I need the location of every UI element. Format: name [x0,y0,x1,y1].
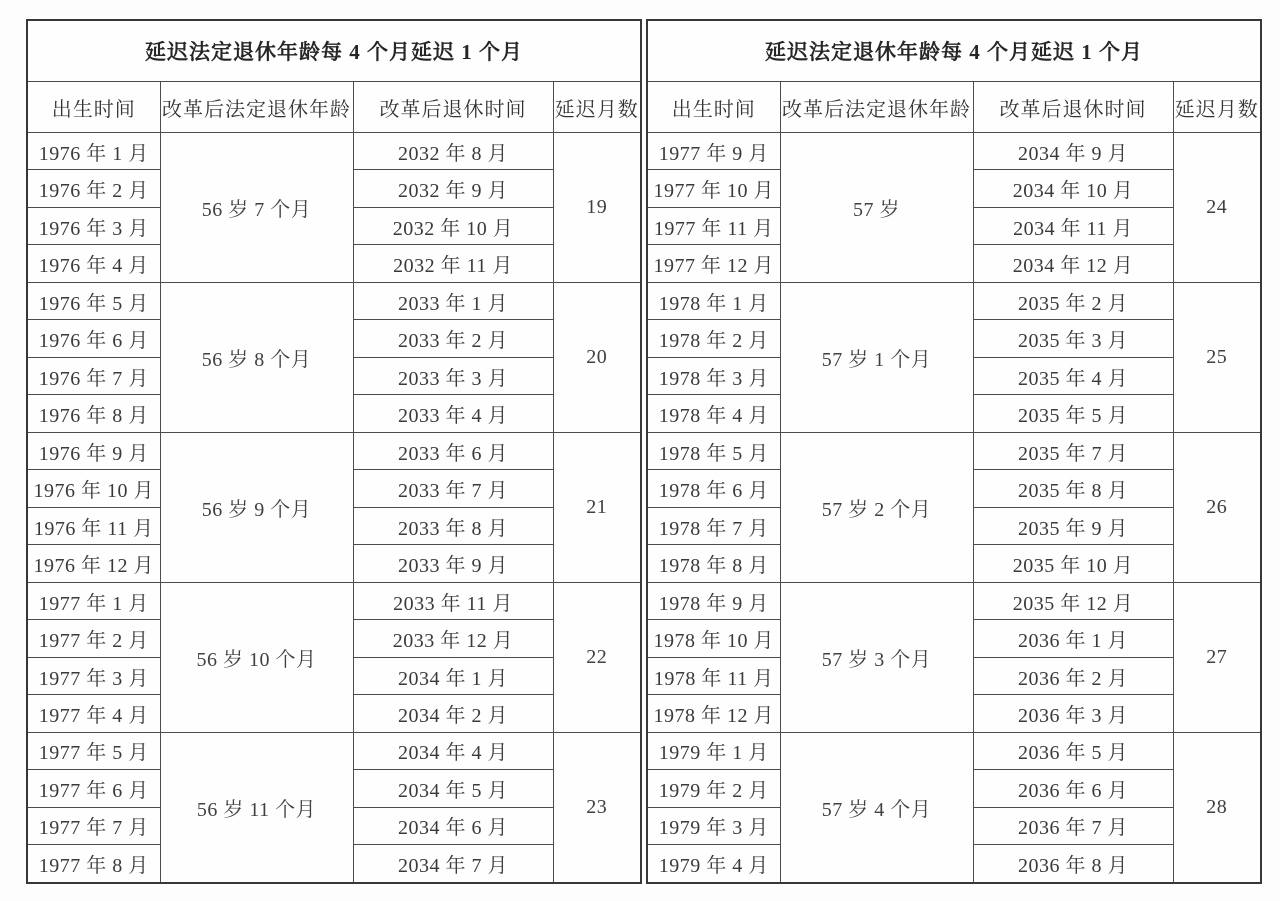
retirement-time-cell: 2034 年 12 月 [973,245,1173,282]
retirement-age-cell: 56 岁 11 个月 [160,732,353,883]
birth-month-cell: 1978 年 4 月 [647,395,780,432]
table-row [647,582,1261,619]
birth-month-cell: 1978 年 12 月 [647,695,780,732]
retirement-age-cell: 57 岁 [780,133,973,283]
birth-month-cell: 1978 年 1 月 [647,282,780,319]
birth-month-cell: 1976 年 4 月 [27,245,160,282]
delay-months-cell: 27 [1173,582,1261,732]
birth-month-cell: 1977 年 10 月 [647,170,780,207]
delay-months-cell: 25 [1173,282,1261,432]
table-row [27,133,641,170]
birth-month-cell: 1976 年 11 月 [27,507,160,544]
retirement-time-cell: 2033 年 8 月 [353,507,553,544]
birth-month-cell: 1977 年 7 月 [27,807,160,844]
retirement-time-cell: 2036 年 3 月 [973,695,1173,732]
retirement-time-cell: 2033 年 3 月 [353,357,553,394]
birth-month-cell: 1976 年 8 月 [27,395,160,432]
birth-month-cell: 1978 年 6 月 [647,470,780,507]
birth-month-cell: 1976 年 7 月 [27,357,160,394]
retirement-time-cell: 2035 年 10 月 [973,545,1173,582]
retirement-time-cell: 2034 年 4 月 [353,732,553,769]
birth-month-cell: 1976 年 2 月 [27,170,160,207]
retirement-time-cell: 2032 年 10 月 [353,207,553,244]
retirement-table-left [26,19,642,884]
retirement-time-cell: 2036 年 6 月 [973,770,1173,807]
birth-month-cell: 1977 年 11 月 [647,207,780,244]
table-row [647,282,1261,319]
birth-month-cell: 1978 年 9 月 [647,582,780,619]
retirement-age-cell: 57 岁 1 个月 [780,282,973,432]
retirement-time-cell: 2035 年 9 月 [973,507,1173,544]
birth-month-cell: 1978 年 7 月 [647,507,780,544]
birth-month-cell: 1979 年 4 月 [647,845,780,883]
column-header-statutory-retirement-age: 改革后法定退休年龄 [780,82,973,133]
retirement-time-cell: 2036 年 5 月 [973,732,1173,769]
retirement-time-cell: 2036 年 2 月 [973,657,1173,694]
retirement-time-cell: 2033 年 7 月 [353,470,553,507]
retirement-time-cell: 2033 年 12 月 [353,620,553,657]
retirement-time-cell: 2034 年 10 月 [973,170,1173,207]
retirement-age-cell: 56 岁 10 个月 [160,582,353,732]
delay-months-cell: 20 [553,282,641,432]
delay-months-cell: 24 [1173,133,1261,283]
birth-month-cell: 1977 年 9 月 [647,133,780,170]
retirement-time-cell: 2036 年 7 月 [973,807,1173,844]
table-row [27,432,641,469]
birth-month-cell: 1976 年 1 月 [27,133,160,170]
retirement-time-cell: 2034 年 9 月 [973,133,1173,170]
column-header-birth-time: 出生时间 [27,82,160,133]
birth-month-cell: 1979 年 1 月 [647,732,780,769]
birth-month-cell: 1977 年 1 月 [27,582,160,619]
birth-month-cell: 1978 年 5 月 [647,432,780,469]
birth-month-cell: 1976 年 6 月 [27,320,160,357]
column-header-statutory-retirement-age: 改革后法定退休年龄 [160,82,353,133]
retirement-age-cell: 56 岁 8 个月 [160,282,353,432]
column-header-delay-months: 延迟月数 [553,82,641,133]
retirement-time-cell: 2035 年 8 月 [973,470,1173,507]
birth-month-cell: 1978 年 2 月 [647,320,780,357]
retirement-time-cell: 2033 年 9 月 [353,545,553,582]
retirement-time-cell: 2034 年 11 月 [973,207,1173,244]
retirement-time-cell: 2035 年 2 月 [973,282,1173,319]
retirement-time-cell: 2032 年 9 月 [353,170,553,207]
retirement-time-cell: 2035 年 7 月 [973,432,1173,469]
retirement-time-cell: 2035 年 5 月 [973,395,1173,432]
birth-month-cell: 1979 年 3 月 [647,807,780,844]
retirement-age-cell: 57 岁 4 个月 [780,732,973,883]
retirement-time-cell: 2032 年 8 月 [353,133,553,170]
column-header-retirement-time: 改革后退休时间 [353,82,553,133]
column-header-retirement-time: 改革后退休时间 [973,82,1173,133]
delay-months-cell: 22 [553,582,641,732]
table-row [647,732,1261,769]
birth-month-cell: 1978 年 10 月 [647,620,780,657]
retirement-time-cell: 2035 年 4 月 [973,357,1173,394]
retirement-age-cell: 56 岁 7 个月 [160,133,353,283]
retirement-time-cell: 2033 年 11 月 [353,582,553,619]
delay-months-cell: 28 [1173,732,1261,883]
delay-months-cell: 26 [1173,432,1261,582]
birth-month-cell: 1976 年 10 月 [27,470,160,507]
table-row [27,732,641,769]
birth-month-cell: 1978 年 3 月 [647,357,780,394]
delay-months-cell: 19 [553,133,641,283]
birth-month-cell: 1976 年 12 月 [27,545,160,582]
retirement-time-cell: 2035 年 3 月 [973,320,1173,357]
retirement-time-cell: 2034 年 1 月 [353,657,553,694]
retirement-time-cell: 2033 年 1 月 [353,282,553,319]
birth-month-cell: 1979 年 2 月 [647,770,780,807]
retirement-age-cell: 57 岁 2 个月 [780,432,973,582]
birth-month-cell: 1977 年 3 月 [27,657,160,694]
column-header-birth-time: 出生时间 [647,82,780,133]
table-title: 延迟法定退休年龄每 4 个月延迟 1 个月 [647,20,1261,82]
retirement-time-cell: 2032 年 11 月 [353,245,553,282]
retirement-time-cell: 2034 年 7 月 [353,845,553,883]
birth-month-cell: 1977 年 12 月 [647,245,780,282]
retirement-table-right [646,19,1262,884]
delay-months-cell: 21 [553,432,641,582]
birth-month-cell: 1977 年 2 月 [27,620,160,657]
birth-month-cell: 1976 年 3 月 [27,207,160,244]
retirement-time-cell: 2036 年 1 月 [973,620,1173,657]
birth-month-cell: 1977 年 5 月 [27,732,160,769]
column-header-delay-months: 延迟月数 [1173,82,1261,133]
birth-month-cell: 1978 年 8 月 [647,545,780,582]
birth-month-cell: 1978 年 11 月 [647,657,780,694]
retirement-time-cell: 2033 年 6 月 [353,432,553,469]
table-row [27,582,641,619]
retirement-time-cell: 2033 年 4 月 [353,395,553,432]
retirement-time-cell: 2033 年 2 月 [353,320,553,357]
birth-month-cell: 1976 年 5 月 [27,282,160,319]
birth-month-cell: 1976 年 9 月 [27,432,160,469]
table-row [27,282,641,319]
birth-month-cell: 1977 年 4 月 [27,695,160,732]
birth-month-cell: 1977 年 6 月 [27,770,160,807]
retirement-time-cell: 2036 年 8 月 [973,845,1173,883]
retirement-time-cell: 2034 年 6 月 [353,807,553,844]
retirement-time-cell: 2034 年 2 月 [353,695,553,732]
table-row [647,432,1261,469]
retirement-time-cell: 2034 年 5 月 [353,770,553,807]
birth-month-cell: 1977 年 8 月 [27,845,160,883]
retirement-age-cell: 56 岁 9 个月 [160,432,353,582]
table-title: 延迟法定退休年龄每 4 个月延迟 1 个月 [27,20,641,82]
delay-months-cell: 23 [553,732,641,883]
table-row [647,133,1261,170]
retirement-age-cell: 57 岁 3 个月 [780,582,973,732]
retirement-time-cell: 2035 年 12 月 [973,582,1173,619]
